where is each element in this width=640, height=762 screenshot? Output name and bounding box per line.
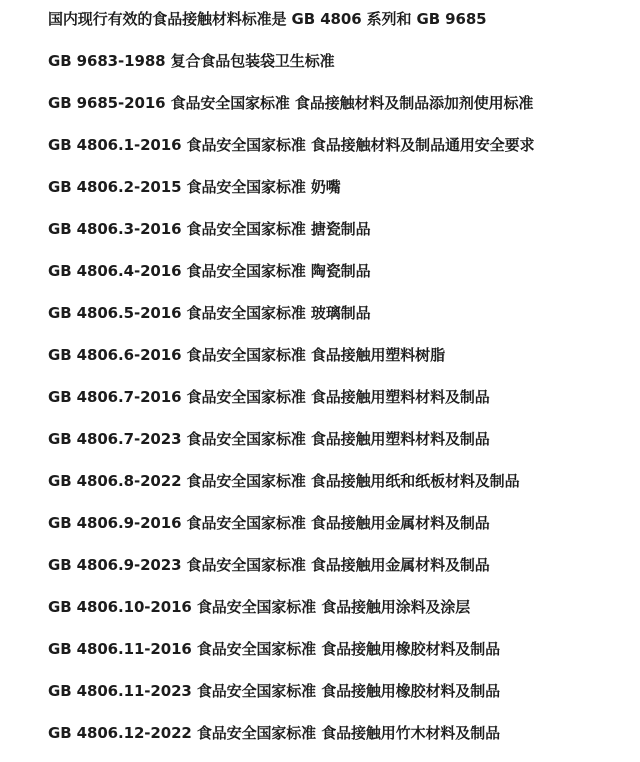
standard-item: GB 4806.7-2023 食品安全国家标准 食品接触用塑料材料及制品 bbox=[48, 430, 490, 448]
standard-item: GB 4806.1-2016 食品安全国家标准 食品接触材料及制品通用安全要求 bbox=[48, 136, 535, 154]
standard-item: GB 4806.11-2016 食品安全国家标准 食品接触用橡胶材料及制品 bbox=[48, 640, 501, 658]
standard-item: GB 4806.6-2016 食品安全国家标准 食品接触用塑料树脂 bbox=[48, 346, 445, 364]
standard-item: GB 9683-1988 复合食品包装袋卫生标准 bbox=[48, 52, 335, 70]
standard-item: GB 9685-2016 食品安全国家标准 食品接触材料及制品添加剂使用标准 bbox=[48, 94, 534, 112]
standard-item: GB 4806.9-2016 食品安全国家标准 食品接触用金属材料及制品 bbox=[48, 514, 490, 532]
standard-item: GB 4806.5-2016 食品安全国家标准 玻璃制品 bbox=[48, 304, 371, 322]
standard-item: GB 4806.12-2022 食品安全国家标准 食品接触用竹木材料及制品 bbox=[48, 724, 501, 742]
standard-item: GB 4806.4-2016 食品安全国家标准 陶瓷制品 bbox=[48, 262, 371, 280]
standard-item: GB 4806.8-2022 食品安全国家标准 食品接触用纸和纸板材料及制品 bbox=[48, 472, 520, 490]
standard-item: GB 4806.10-2016 食品安全国家标准 食品接触用涂料及涂层 bbox=[48, 598, 471, 616]
standard-item: GB 4806.7-2016 食品安全国家标准 食品接触用塑料材料及制品 bbox=[48, 388, 490, 406]
standard-item: GB 4806.2-2015 食品安全国家标准 奶嘴 bbox=[48, 178, 341, 196]
standard-item: GB 4806.3-2016 食品安全国家标准 搪瓷制品 bbox=[48, 220, 371, 238]
standard-item: GB 4806.9-2023 食品安全国家标准 食品接触用金属材料及制品 bbox=[48, 556, 490, 574]
standard-item: GB 4806.11-2023 食品安全国家标准 食品接触用橡胶材料及制品 bbox=[48, 682, 501, 700]
intro-text: 国内现行有效的食品接触材料标准是 GB 4806 系列和 GB 9685 bbox=[48, 10, 487, 28]
